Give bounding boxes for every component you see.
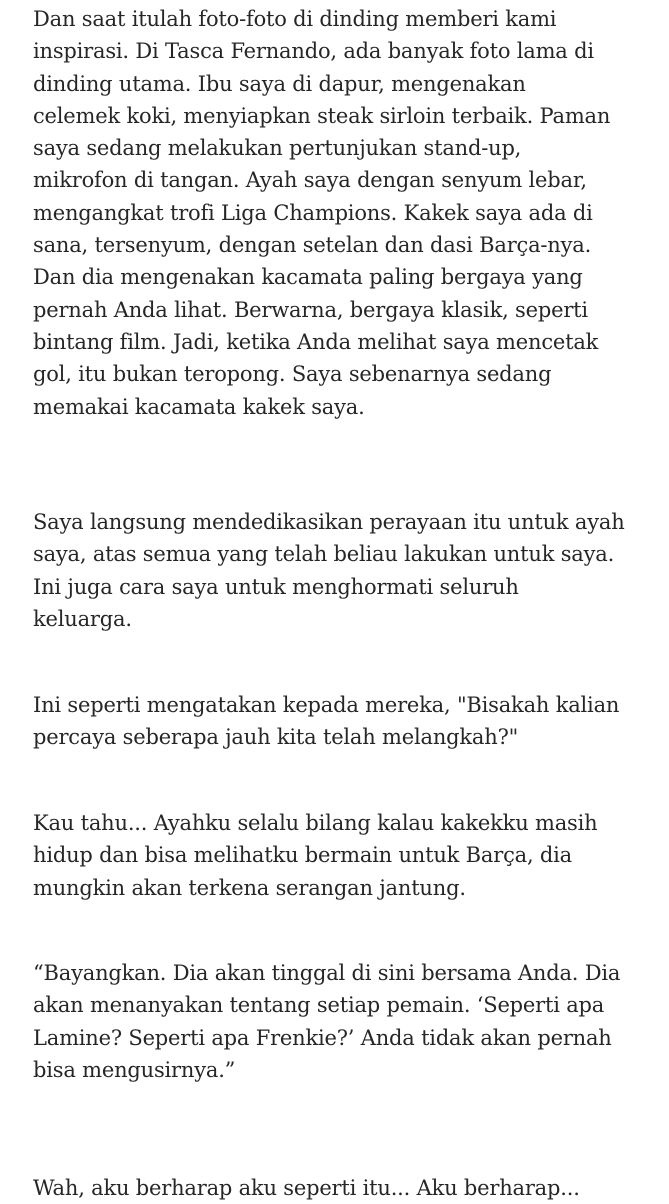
text-line: Ini juga cara saya untuk menghormati seluruh — [33, 574, 519, 599]
text-line: Lamine? Seperti apa Frenkie?’ Anda tidak akan pernah — [33, 1025, 612, 1050]
text-line: memakai kacamata kakek saya. — [33, 394, 365, 419]
paragraph-2 — [33, 506, 625, 635]
text-line: Kau tahu... Ayahku selalu bilang kalau kakekku masih — [33, 811, 598, 835]
text-line: sana, tersenyum, dengan setelan dan dasi Barça-nya. — [33, 233, 592, 258]
text-line: bisa mengusirnya.” — [33, 1057, 236, 1082]
text-line: saya sedang melakukan pertunjukan stand-up, — [33, 136, 522, 161]
text-line: Wah, aku berharap aku seperti itu... Aku berharap... — [33, 1176, 580, 1200]
paragraph-1 — [33, 3, 610, 423]
text-line: Dan saat itulah foto-foto di dinding memberi kami — [33, 7, 557, 31]
text-line: dinding utama. Ibu saya di dapur, mengenakan — [33, 71, 526, 96]
text-line: Saya langsung mendedikasikan perayaan itu untuk ayah — [33, 510, 625, 534]
text-line: mungkin akan terkena serangan jantung. — [33, 875, 466, 900]
paragraph-5 — [33, 957, 620, 1086]
paragraph-6 — [33, 1172, 580, 1204]
paragraph-4 — [33, 807, 597, 904]
text-line: “Bayangkan. Dia akan tinggal di sini bersama Anda. Dia — [33, 961, 621, 985]
text-line: bintang film. Jadi, ketika Anda melihat saya mencetak — [33, 329, 599, 354]
text-line: saya, atas semua yang telah beliau lakukan untuk saya. — [33, 542, 615, 567]
text-line: mikrofon di tangan. Ayah saya dengan senyum lebar, — [33, 168, 587, 193]
text-line: Ini seperti mengatakan kepada mereka, "Bisakah kalian — [33, 693, 620, 717]
text-line: celemek koki, menyiapkan steak sirloin terbaik. Paman — [33, 103, 611, 128]
text-line: pernah Anda lihat. Berwarna, bergaya klasik, seperti — [33, 297, 588, 322]
text-line: inspirasi. Di Tasca Fernando, ada banyak foto lama di — [33, 39, 594, 64]
text-line: hidup dan bisa melihatku bermain untuk Barça, dia — [33, 843, 572, 868]
text-line: keluarga. — [33, 606, 132, 631]
text-line: akan menanyakan tentang setiap pemain. ‘Seperti apa — [33, 993, 605, 1018]
text-line: mengangkat trofi Liga Champions. Kakek saya ada di — [33, 200, 593, 225]
text-line: Dan dia mengenakan kacamata paling bergaya yang — [33, 265, 583, 290]
text-line: percaya seberapa jauh kita telah melangkah?" — [33, 725, 519, 750]
text-line: gol, itu bukan teropong. Saya sebenarnya sedang — [33, 362, 552, 387]
paragraph-3 — [33, 689, 619, 754]
